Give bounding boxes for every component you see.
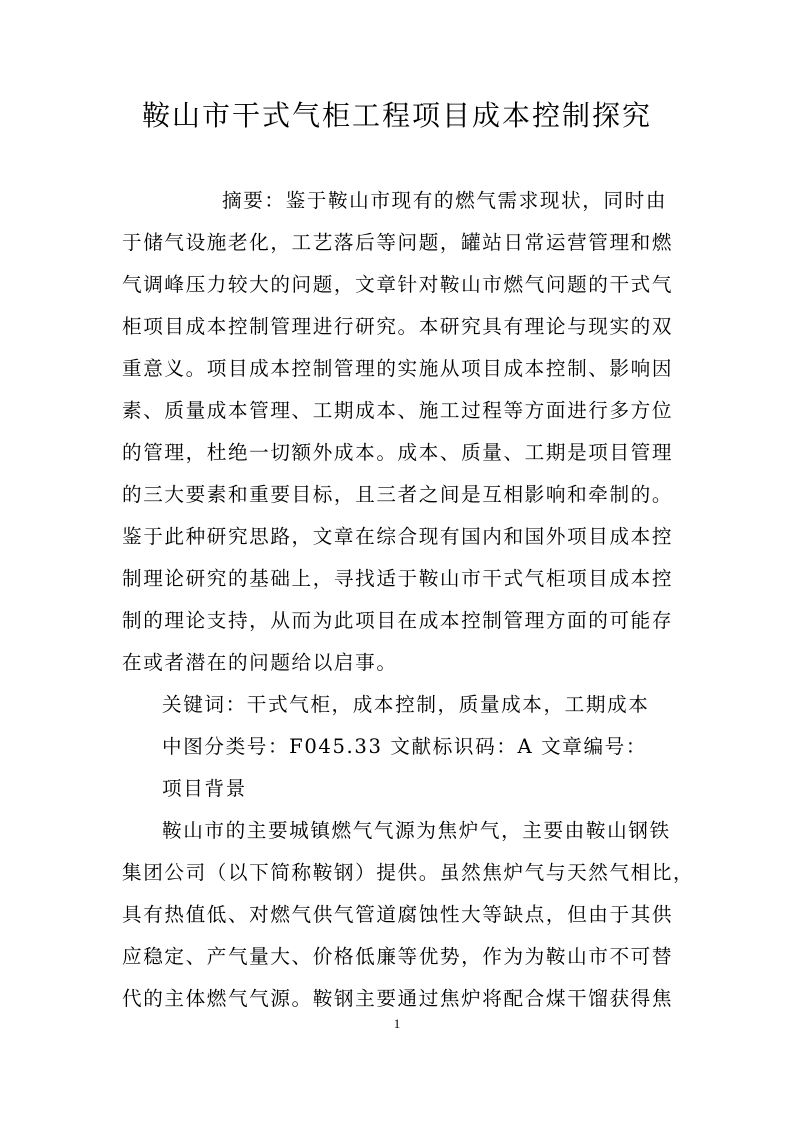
document-title: 鞍山市干式气柜工程项目成本控制探究 <box>141 99 652 132</box>
abstract-line: 鉴于此种研究思路，文章在综合现有国内和国外项目成本控 <box>122 525 674 548</box>
abstract-line: 的管理，杜绝一切额外成本。成本、质量、工期是项目管理 <box>122 441 674 464</box>
abstract-line: 制的理论支持，从而为此项目在成本控制管理方面的可能存 <box>122 609 674 632</box>
abstract-line: 素、质量成本管理、工期成本、施工过程等方面进行多方位 <box>122 399 674 422</box>
abstract-line: 气调峰压力较大的问题，文章针对鞍山市燃气问题的干式气 <box>122 273 674 296</box>
abstract-line: 的三大要素和重要目标，且三者之间是互相影响和牵制的。 <box>122 483 674 506</box>
abstract-line: 柜项目成本控制管理进行研究。本研究具有理论与现实的双 <box>122 315 674 338</box>
section-heading: 项目背景 <box>162 777 247 800</box>
page-number: 1 <box>393 1016 401 1031</box>
abstract-line: 在或者潜在的问题给以启事。 <box>122 651 398 674</box>
abstract-line: 重意义。项目成本控制管理的实施从项目成本控制、影响因 <box>122 357 674 380</box>
body-line: 集团公司（以下简称鞍钢）提供。虽然焦炉气与天然气相比， <box>122 861 695 884</box>
body-line: 应稳定、产气量大、价格低廉等优势，作为为鞍山市不可替 <box>122 945 674 968</box>
abstract-line: 制理论研究的基础上，寻找适于鞍山市干式气柜项目成本控 <box>122 567 674 590</box>
keywords-line: 关键词：干式气柜，成本控制，质量成本，工期成本 <box>162 693 650 716</box>
abstract-line: 摘要：鉴于鞍山市现有的燃气需求现状，同时由 <box>222 189 668 212</box>
body-line: 代的主体燃气气源。鞍钢主要通过焦炉将配合煤干馏获得焦 <box>122 987 674 1010</box>
body-line: 鞍山市的主要城镇燃气气源为焦炉气，主要由鞍山钢铁 <box>162 819 671 842</box>
classification-line: 中图分类号：F045.33 文献标识码：A 文章编号： <box>162 735 648 758</box>
body-line: 具有热值低、对燃气供气管道腐蚀性大等缺点，但由于其供 <box>122 903 674 926</box>
abstract-line: 于储气设施老化，工艺落后等问题，罐站日常运营管理和燃 <box>122 231 674 254</box>
